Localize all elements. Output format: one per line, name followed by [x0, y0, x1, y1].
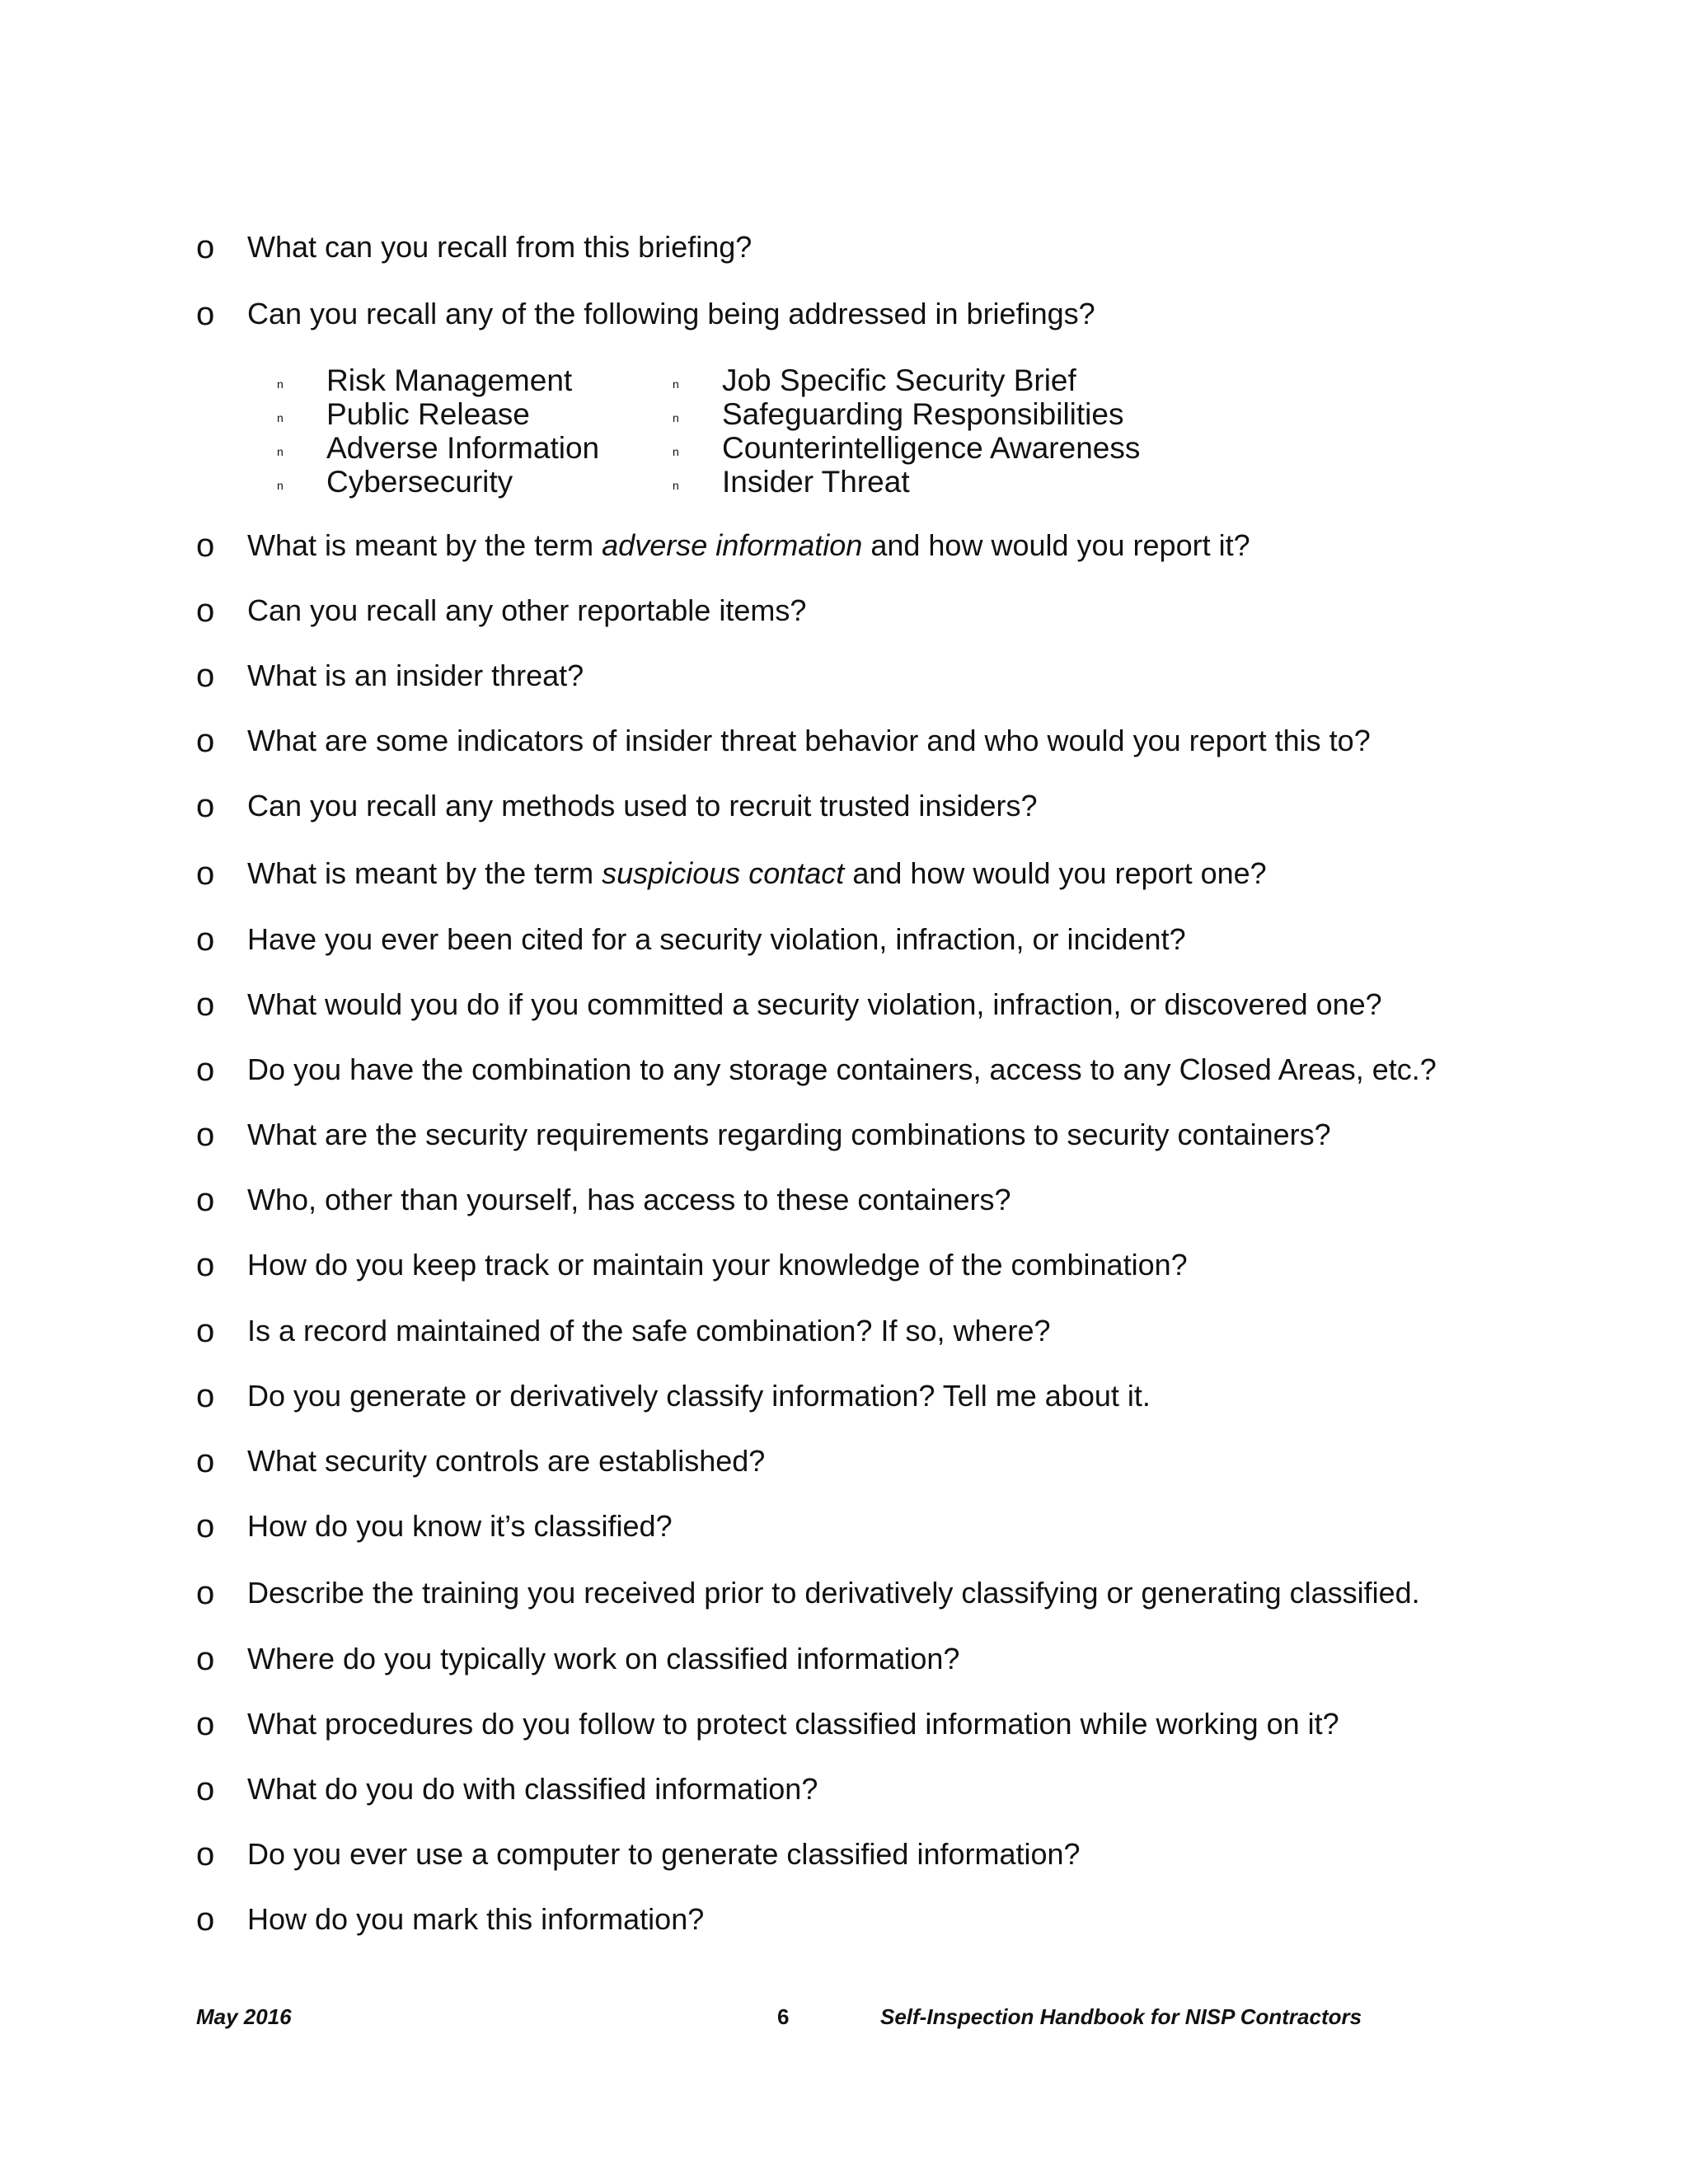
question-text: Can you recall any of the following being addressed in briefings?: [247, 297, 1095, 330]
question-text: Do you generate or derivatively classify information? Tell me about it.: [247, 1379, 1151, 1413]
bullet-marker: o: [196, 1706, 215, 1742]
bullet-marker: o: [196, 921, 215, 958]
square-bullet-icon: n: [673, 445, 679, 458]
bullet-marker: o: [196, 1247, 215, 1283]
square-bullet-icon: n: [673, 411, 679, 424]
question-text: Can you recall any methods used to recruit trusted insiders?: [247, 789, 1038, 823]
bullet-marker: o: [196, 855, 215, 892]
topic-label: Risk Management: [326, 363, 573, 397]
bullet-marker: o: [196, 229, 215, 265]
question-text: Is a record maintained of the safe combination? If so, where?: [247, 1314, 1051, 1347]
question-text-part: and how would you report it?: [862, 528, 1250, 562]
bullet-marker: o: [196, 1771, 215, 1807]
topic-label: Cybersecurity: [326, 465, 513, 499]
question-text: Who, other than yourself, has access to these containers?: [247, 1183, 1011, 1216]
topic-label: Job Specific Security Brief: [722, 363, 1076, 397]
square-bullet-icon: n: [277, 377, 284, 391]
question-text: How do you know it’s classified?: [247, 1509, 673, 1543]
topic-label: Insider Threat: [722, 465, 910, 499]
question-text-part: What is meant by the term: [247, 856, 603, 890]
topic-label: Adverse Information: [326, 431, 600, 465]
question-text: What are the security requirements regarding combinations to security containers?: [247, 1118, 1331, 1151]
bullet-marker: o: [196, 1443, 215, 1479]
question-text: What are some indicators of insider threat behavior and who would you report this to?: [247, 724, 1371, 757]
question-text: What security controls are established?: [247, 1444, 766, 1478]
question-text: Where do you typically work on classified information?: [247, 1642, 960, 1675]
question-text: [247, 527, 1250, 564]
bullet-marker: o: [196, 296, 215, 332]
bullet-marker: o: [196, 1836, 215, 1872]
topic-label: Public Release: [326, 397, 530, 431]
bullet-marker: o: [196, 1575, 215, 1611]
question-text: What is an insider threat?: [247, 658, 584, 692]
bullet-marker: o: [196, 1378, 215, 1414]
square-bullet-icon: n: [673, 479, 679, 492]
question-text: Do you have the combination to any storage containers, access to any Closed Areas, etc.?: [247, 1052, 1437, 1086]
bullet-marker: o: [196, 1182, 215, 1218]
question-text: [247, 855, 1267, 892]
bullet-marker: o: [196, 1508, 215, 1544]
footer-title: Self-Inspection Handbook for NISP Contractors: [880, 2004, 1362, 2029]
question-text: What procedures do you follow to protect classified information while working on it?: [247, 1707, 1339, 1741]
bullet-marker: o: [196, 1117, 215, 1153]
question-text: What would you do if you committed a security violation, infraction, or discovered one?: [247, 987, 1382, 1021]
question-text-part: What is meant by the term: [247, 528, 603, 562]
topic-label: Safeguarding Responsibilities: [722, 397, 1124, 431]
bullet-marker: o: [196, 1901, 215, 1938]
topic-label: Counterintelligence Awareness: [722, 431, 1141, 465]
question-text: What can you recall from this briefing?: [247, 230, 753, 264]
question-text: How do you keep track or maintain your knowledge of the combination?: [247, 1248, 1188, 1282]
question-text-part: and how would you report one?: [844, 856, 1267, 890]
question-text: Do you ever use a computer to generate classified information?: [247, 1837, 1081, 1871]
footer-page-number: 6: [777, 2004, 790, 2029]
bullet-marker: o: [196, 527, 215, 564]
question-term-italic: suspicious contact: [602, 856, 845, 890]
bullet-marker: o: [196, 723, 215, 759]
bullet-marker: o: [196, 788, 215, 824]
square-bullet-icon: n: [277, 411, 284, 424]
question-text: Describe the training you received prior to derivatively classifying or generating classified.: [247, 1576, 1420, 1610]
footer-date: May 2016: [196, 2004, 292, 2029]
question-text: Can you recall any other reportable items?: [247, 593, 807, 627]
question-text: What do you do with classified information?: [247, 1772, 818, 1806]
square-bullet-icon: n: [277, 445, 284, 458]
bullet-marker: o: [196, 593, 215, 629]
bullet-marker: o: [196, 987, 215, 1023]
square-bullet-icon: n: [673, 377, 679, 391]
bullet-marker: o: [196, 1052, 215, 1088]
bullet-marker: o: [196, 658, 215, 694]
question-text: Have you ever been cited for a security violation, infraction, or incident?: [247, 922, 1186, 956]
bullet-marker: o: [196, 1313, 215, 1349]
bullet-marker: o: [196, 1641, 215, 1677]
question-text: How do you mark this information?: [247, 1902, 705, 1936]
question-term-italic: adverse information: [602, 528, 863, 562]
square-bullet-icon: n: [277, 479, 284, 492]
